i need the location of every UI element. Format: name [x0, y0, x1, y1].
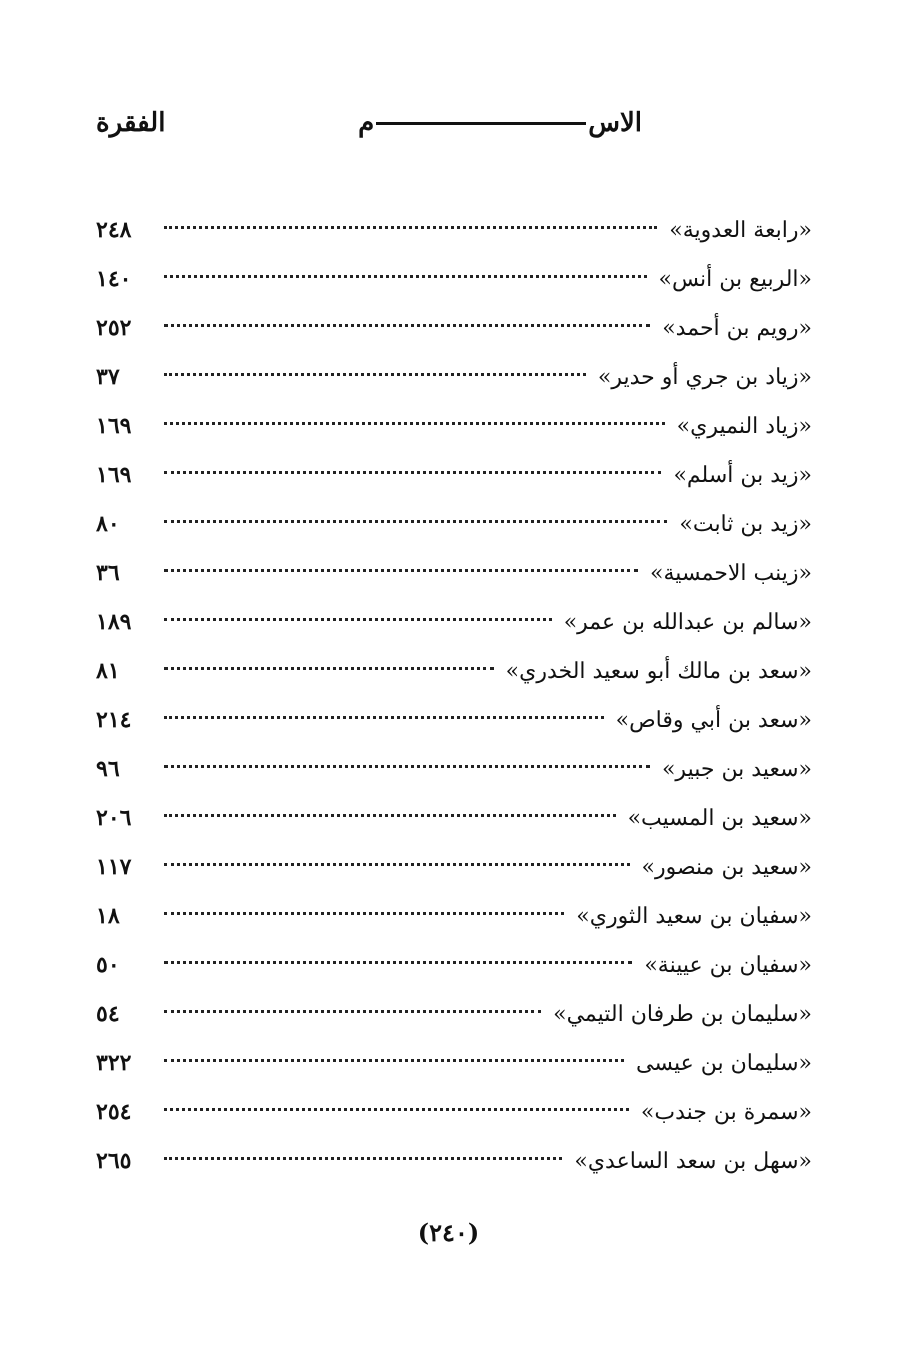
entry-paragraph-number: ١٤٠ [96, 266, 132, 292]
dot-leader [164, 324, 650, 327]
entry-name: «سمرة بن جندب» [640, 1100, 812, 1125]
index-entry [96, 402, 812, 451]
dot-leader [164, 863, 630, 866]
dot-leader [164, 520, 667, 523]
entry-name: «سليمان بن عيسى [636, 1051, 812, 1076]
index-entry [96, 1137, 812, 1186]
entry-paragraph-number: ١٦٩ [96, 413, 132, 439]
index-entries [96, 206, 812, 1186]
index-entry [96, 794, 812, 843]
index-entry [96, 843, 812, 892]
entry-paragraph-number: ٢٤٨ [96, 217, 132, 243]
index-entry [96, 255, 812, 304]
dot-leader [164, 716, 604, 719]
entry-paragraph-number: ١٨٩ [96, 609, 132, 635]
dot-leader [164, 814, 616, 817]
dot-leader [164, 961, 632, 964]
dot-leader [164, 226, 657, 229]
entry-name: «سفيان بن عيينة» [644, 953, 812, 978]
dot-leader [164, 1108, 629, 1111]
index-entry [96, 1088, 812, 1137]
index-entry [96, 549, 812, 598]
entry-paragraph-number: ٢٥٢ [96, 315, 132, 341]
index-entry [96, 745, 812, 794]
entry-name: «زياد النميري» [676, 414, 812, 439]
entry-paragraph-number: ٢١٤ [96, 707, 132, 733]
dot-leader [164, 1059, 624, 1062]
entry-paragraph-number: ٨١ [96, 658, 120, 684]
entry-paragraph-number: ١١٧ [96, 854, 132, 880]
dot-leader [164, 373, 586, 376]
entry-paragraph-number: ٥٤ [96, 1001, 120, 1027]
entry-paragraph-number: ٢٦٥ [96, 1148, 132, 1174]
index-entry [96, 353, 812, 402]
dot-leader [164, 275, 647, 278]
index-entry [96, 206, 812, 255]
entry-name: «سليمان بن طرفان التيمي» [553, 1002, 812, 1027]
entry-paragraph-number: ١٦٩ [96, 462, 132, 488]
entry-paragraph-number: ٢٠٦ [96, 805, 132, 831]
dot-leader [164, 471, 661, 474]
index-entry [96, 598, 812, 647]
dot-leader [164, 569, 638, 572]
entry-name: «سعد بن مالك أبو سعيد الخدري» [505, 659, 812, 684]
entry-name: «زينب الاحمسية» [650, 561, 812, 586]
entry-paragraph-number: ٢٥٤ [96, 1099, 132, 1125]
entry-paragraph-number: ١٨ [96, 903, 120, 929]
index-entry [96, 892, 812, 941]
entry-name: «الربيع بن أنس» [658, 267, 812, 292]
entry-paragraph-number: ٣٢٢ [96, 1050, 132, 1076]
index-entry [96, 304, 812, 353]
index-entry [96, 941, 812, 990]
entry-paragraph-number: ٥٠ [96, 952, 120, 978]
name-column-heading [358, 108, 642, 138]
dot-leader [164, 765, 650, 768]
index-entry [96, 696, 812, 745]
dot-leader [164, 1157, 562, 1160]
entry-name: «سعد بن أبي وقاص» [615, 708, 812, 733]
dot-leader [164, 422, 665, 425]
entry-name: «زياد بن جري أو حدير» [597, 365, 812, 390]
entry-paragraph-number: ٣٦ [96, 560, 120, 586]
name-heading-suffix: م [358, 108, 375, 138]
heading-tatweel-line [376, 122, 586, 125]
entry-name: «زيد بن أسلم» [673, 463, 812, 488]
index-entry [96, 1039, 812, 1088]
index-entry [96, 500, 812, 549]
entry-name: «سعيد بن المسيب» [627, 806, 812, 831]
entry-paragraph-number: ٣٧ [96, 364, 120, 390]
entry-name: «سالم بن عبدالله بن عمر» [563, 610, 812, 635]
column-header [96, 108, 812, 158]
entry-name: «سعيد بن جبير» [661, 757, 812, 782]
dot-leader [164, 912, 564, 915]
name-heading-prefix: الاس [588, 108, 642, 138]
entry-name: «زيد بن ثابت» [679, 512, 812, 537]
entry-name: «سفيان بن سعيد الثوري» [576, 904, 812, 929]
index-entry [96, 647, 812, 696]
dot-leader [164, 618, 552, 621]
entry-name: «رابعة العدوية» [669, 218, 812, 243]
paragraph-column-heading: الفقرة [96, 108, 166, 138]
entry-name: «سعيد بن منصور» [641, 855, 812, 880]
index-entry [96, 990, 812, 1039]
dot-leader [164, 667, 494, 670]
entry-name: «سهل بن سعد الساعدي» [574, 1149, 812, 1174]
dot-leader [164, 1010, 541, 1013]
entry-name: «رويم بن أحمد» [662, 316, 812, 341]
entry-paragraph-number: ٩٦ [96, 756, 120, 782]
page-number: (٢٤٠) [417, 1218, 480, 1247]
index-entry [96, 451, 812, 500]
entry-paragraph-number: ٨٠ [96, 511, 120, 537]
